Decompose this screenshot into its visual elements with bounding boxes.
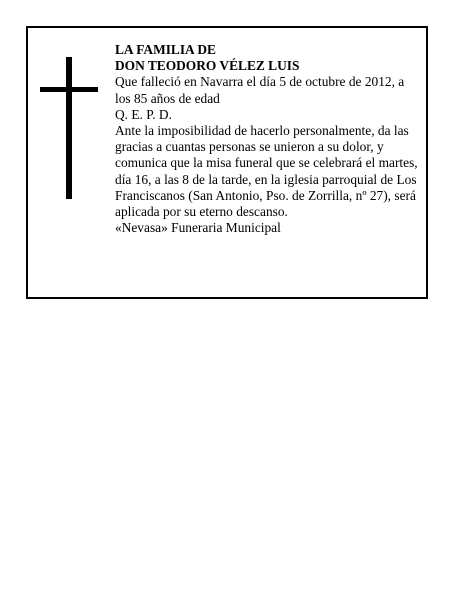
- cross-vertical-bar: [66, 57, 72, 199]
- death-info: Que falleció en Navarra el día 5 de octubre de 2012, a los 85 años de edad: [115, 74, 405, 106]
- family-heading: LA FAMILIA DE: [115, 42, 216, 57]
- cross-horizontal-bar: [40, 87, 98, 92]
- obituary-notice: [26, 26, 428, 299]
- cross-icon: [40, 57, 98, 199]
- notice-text: [115, 42, 420, 236]
- rip-line: Q. E. P. D.: [115, 106, 172, 122]
- deceased-name: DON TEODORO VÉLEZ LUIS: [115, 58, 300, 74]
- thanks-message: Ante la imposibilidad de hacerlo personalmente, da las gracias a cuantas personas se unieron a su dolor, y comunica que la misa funeral que se celebrará el martes, día 16, a las 8 de la tarde, en la iglesia parroquial de Los Franciscanos (San Antonio, Pso. de Zorrilla, nº 27), será aplicada por su eterno descanso.: [115, 123, 418, 220]
- funeral-home: «Nevasa» Funeraria Municipal: [115, 220, 281, 236]
